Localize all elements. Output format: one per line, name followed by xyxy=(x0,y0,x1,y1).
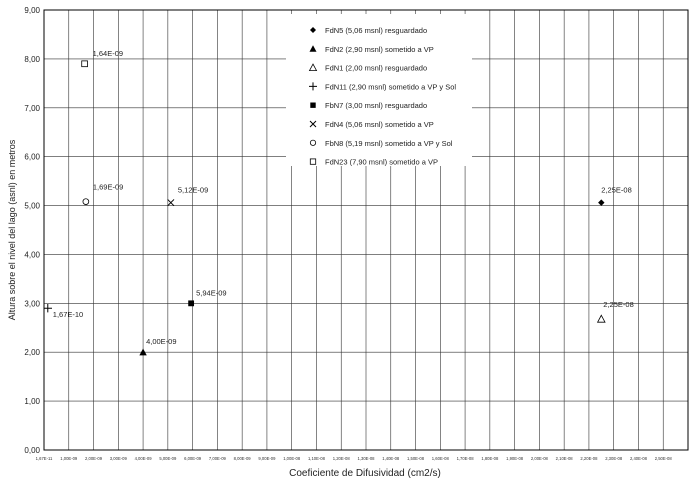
data-label: 2,25E-08 xyxy=(601,185,632,195)
x-tick-label: 9,00E-09 xyxy=(258,456,276,461)
x-tick-label: 5,00E-09 xyxy=(159,456,177,461)
x-tick-label: 1,20E-08 xyxy=(332,456,350,461)
y-tick-label: 2,00 xyxy=(24,348,40,358)
x-tick-label: 6,00E-09 xyxy=(184,456,202,461)
x-axis-label: Coeficiente de Difusividad (cm2/s) xyxy=(289,468,441,479)
x-tick-label: 1,70E-08 xyxy=(456,456,474,461)
y-tick-label: 6,00 xyxy=(24,152,40,162)
data-label: 2,25E-08 xyxy=(603,299,634,309)
legend xyxy=(286,14,472,167)
y-tick-label: 3,00 xyxy=(24,299,40,309)
x-tick-label: 1,40E-08 xyxy=(382,456,400,461)
data-label: 1,69E-09 xyxy=(92,182,124,192)
x-axis-ticks xyxy=(36,456,673,461)
data-label: 5,12E-09 xyxy=(177,185,209,195)
legend-label: FbN8 (5,19 msnl) sometido a VP y Sol xyxy=(325,138,453,148)
x-tick-label: 1,50E-08 xyxy=(407,456,425,461)
data-label: 1,64E-09 xyxy=(92,48,124,58)
data-point-3 xyxy=(44,304,84,319)
legend-item-1 xyxy=(310,45,434,54)
marker-circle-open xyxy=(310,140,315,145)
legend-label: FdN23 (7,90 msnl) sometido a VP xyxy=(325,157,438,167)
y-tick-label: 1,00 xyxy=(24,397,40,407)
y-tick-label: 4,00 xyxy=(24,250,40,260)
legend-item-0 xyxy=(310,26,427,35)
x-tick-label: 2,20E-08 xyxy=(580,456,598,461)
x-tick-label: 2,10E-08 xyxy=(555,456,573,461)
marker-triangle-open xyxy=(598,315,605,322)
x-tick-label: 1,10E-08 xyxy=(307,456,325,461)
x-tick-label: 8,00E-09 xyxy=(233,456,251,461)
legend-item-3 xyxy=(309,82,456,91)
x-tick-label: 1,00E-08 xyxy=(283,456,301,461)
legend-label: FdN11 (2,90 msnl) sometido a VP y Sol xyxy=(325,82,457,92)
legend-item-7 xyxy=(310,158,438,167)
marker-diamond xyxy=(598,199,604,205)
y-tick-label: 7,00 xyxy=(24,103,40,113)
data-point-5 xyxy=(168,186,209,206)
x-tick-label: 1,00E-09 xyxy=(60,456,78,461)
marker-plus xyxy=(44,304,52,312)
legend-item-6 xyxy=(310,139,452,148)
legend-item-4 xyxy=(310,101,427,110)
data-label: 4,00E-09 xyxy=(146,337,177,347)
y-tick-label: 5,00 xyxy=(24,201,40,211)
marker-cross xyxy=(168,199,174,205)
x-tick-label: 4,00E-09 xyxy=(134,456,152,461)
marker-circle-open xyxy=(83,199,89,205)
data-label: 5,94E-09 xyxy=(196,288,227,298)
x-tick-label: 7,00E-09 xyxy=(208,456,226,461)
data-label: 1,67E-10 xyxy=(52,310,84,320)
legend-label: FbN7 (3,00 msnl) resguardado xyxy=(325,101,428,111)
x-tick-label: 2,40E-08 xyxy=(629,456,647,461)
data-point-6 xyxy=(83,183,123,205)
marker-square-filled xyxy=(188,300,194,306)
y-tick-label: 8,00 xyxy=(24,54,40,64)
legend-label: FdN1 (2,00 msnl) resguardado xyxy=(325,63,428,73)
x-tick-label: 3,00E-09 xyxy=(109,456,127,461)
x-tick-label: 2,50E-08 xyxy=(654,456,672,461)
data-point-2 xyxy=(598,300,634,322)
y-axis-label: Altura sobre el nivel del lago (asnl) en metros xyxy=(7,139,17,321)
x-tick-label: 1,60E-08 xyxy=(431,456,449,461)
x-tick-label: 1,80E-08 xyxy=(481,456,499,461)
marker-square-open xyxy=(310,159,315,164)
legend-item-5 xyxy=(310,120,434,129)
x-tick-label: 2,00E-09 xyxy=(85,456,103,461)
legend-label: FdN2 (2,90 msnl) sometido a VP xyxy=(325,44,434,54)
y-axis-ticks xyxy=(24,6,40,455)
legend-label: FdN5 (5,06 msnl) resguardado xyxy=(325,26,428,35)
data-point-7 xyxy=(82,49,123,67)
y-tick-label: 0,00 xyxy=(24,446,40,455)
x-tick-label: 2,30E-08 xyxy=(605,456,623,461)
x-tick-label: 2,00E-08 xyxy=(530,456,548,461)
data-point-1 xyxy=(139,337,176,355)
marker-square-open xyxy=(82,61,88,67)
x-tick-label: 1,30E-08 xyxy=(357,456,375,461)
legend-label: FdN4 (5,06 msnl) sometido a VP xyxy=(325,120,434,129)
marker-square-filled xyxy=(310,103,315,108)
x-tick-label: 1,90E-08 xyxy=(506,456,524,461)
y-tick-label: 9,00 xyxy=(24,6,40,15)
x-tick-label: 1,67E-11 xyxy=(35,456,53,461)
data-point-0 xyxy=(598,186,632,206)
legend-item-2 xyxy=(310,64,428,73)
